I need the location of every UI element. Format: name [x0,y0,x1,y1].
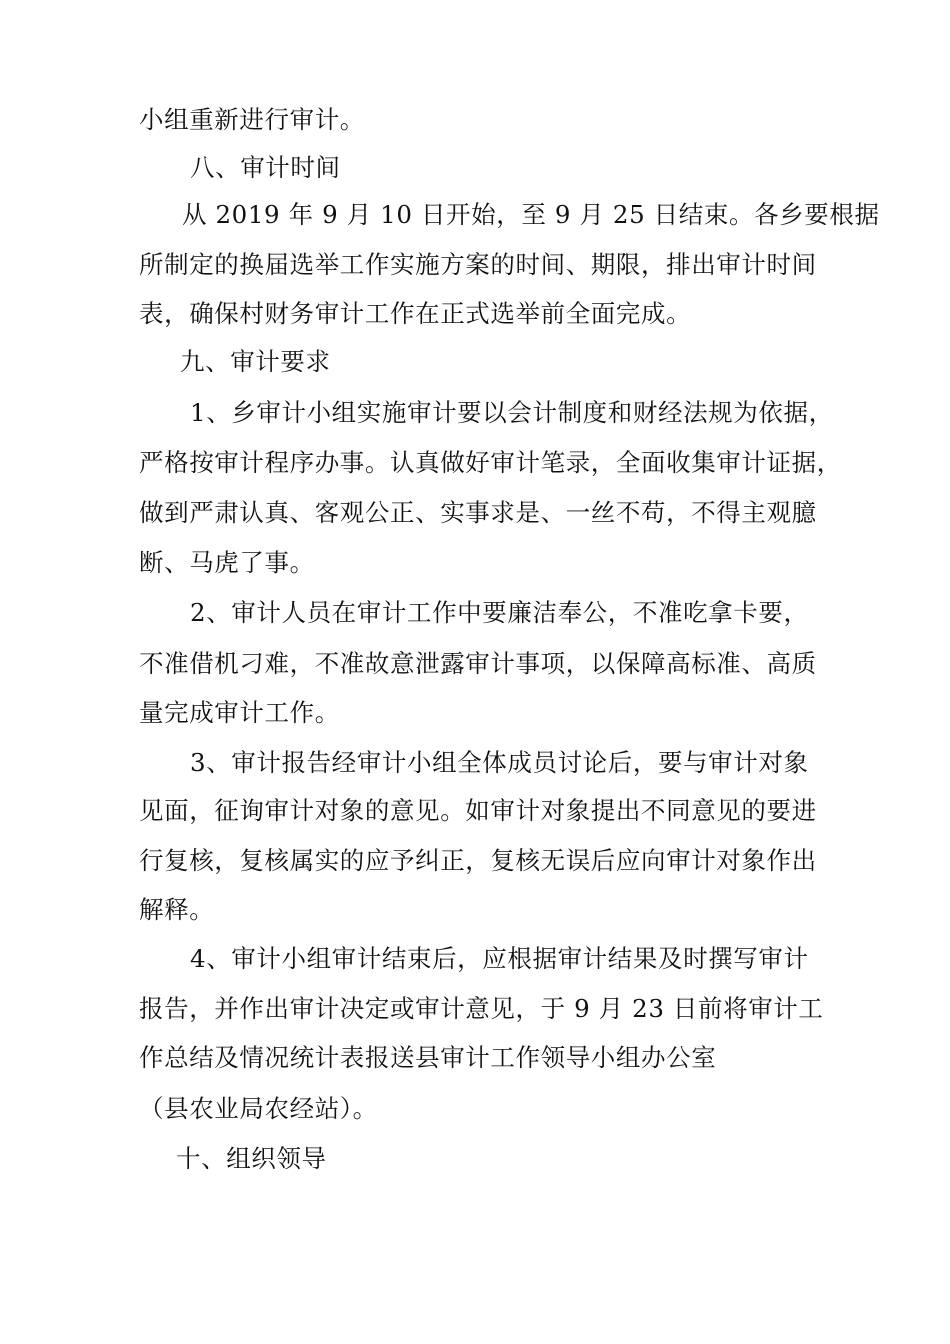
text-line: 做到严肃认真、客观公正、实事求是、一丝不苟，不得主观臆 [139,498,817,527]
text-line: 量完成审计工作。 [139,698,340,727]
section-heading-organization-leadership: 十、组织领导 [176,1144,327,1173]
text-line: 从 2019 年 9 月 10 日开始，至 9 月 25 日结束。各乡要根据 [182,200,880,229]
text-line: 不准借机刁难，不准故意泄露审计事项，以保障高标准、高质 [139,649,817,678]
text-line: 断、马虎了事。 [139,548,315,577]
text-line: 见面，征询审计对象的意见。如审计对象提出不同意见的要进 [139,796,817,825]
text-line: （县农业局农经站）。 [139,1094,378,1123]
text-line: 严格按审计程序办事。认真做好审计笔录，全面收集审计证据， [139,448,842,477]
text-line: 3、审计报告经审计小组全体成员讨论后，要与审计对象 [190,748,809,777]
text-line: 所制定的换届选举工作实施方案的时间、期限，排出审计时间 [139,250,817,279]
text-line: 2、审计人员在审计工作中要廉洁奉公，不准吃拿卡要， [190,598,809,627]
text-line: 1、乡审计小组实施审计要以会计制度和财经法规为依据， [190,398,834,427]
text-line: 行复核，复核属实的应予纠正，复核无误后应向审计对象作出 [139,846,817,875]
text-line: 报告，并作出审计决定或审计意见，于 9 月 23 日前将审计工 [139,994,824,1023]
text-line: 解释。 [139,895,215,924]
text-line: 4、审计小组审计结束后，应根据审计结果及时撰写审计 [190,944,809,973]
section-heading-audit-time: 八、审计时间 [190,153,341,182]
text-line: 小组重新进行审计。 [139,105,365,134]
text-line: 表，确保村财务审计工作在正式选举前全面完成。 [139,299,692,328]
section-heading-audit-requirements: 九、审计要求 [180,347,331,376]
text-line: 作总结及情况统计表报送县审计工作领导小组办公室 [139,1043,717,1072]
